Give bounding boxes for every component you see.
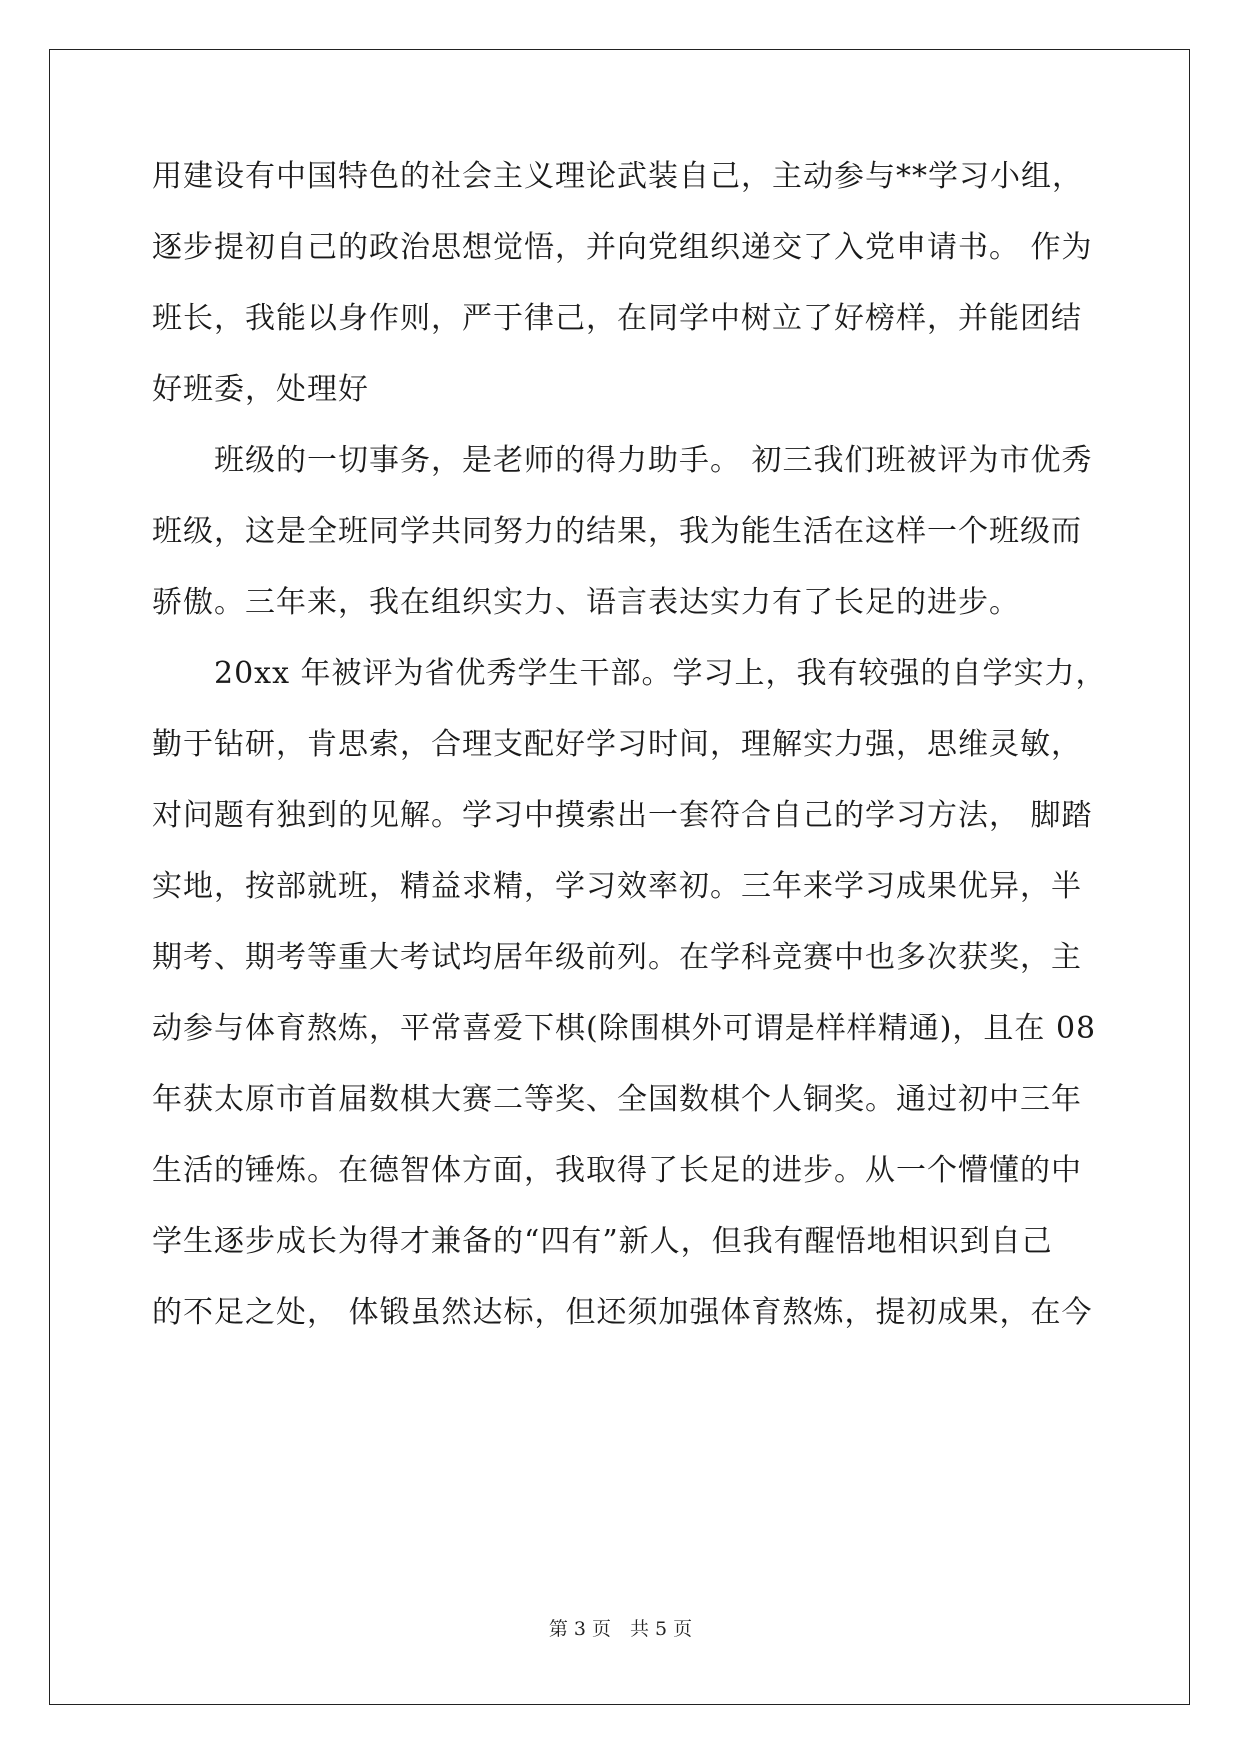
text-line: 学生逐步成长为得才兼备的“四有”新人，但我有醒悟地相识到自己 [152, 1224, 1053, 1259]
page-number-footer: 第 3 页 共 5 页 [548, 1618, 693, 1640]
text-line: 动参与体育熬炼，平常喜爱下棋(除围棋外可谓是样样精通)，且在 08 [152, 1011, 1097, 1046]
text-line: 生活的锤炼。在德智体方面，我取得了长足的进步。从一个懵懂的中 [152, 1153, 1082, 1188]
text-line: 勤于钻研，肯思索，合理支配好学习时间，理解实力强，思维灵敏， [152, 727, 1082, 762]
text-line: 期考、期考等重大考试均居年级前列。在学科竞赛中也多次获奖，主 [152, 940, 1082, 975]
text-line: 的不足之处， 体锻虽然达标，但还须加强体育熬炼，提初成果，在今 [152, 1295, 1093, 1330]
text-line: 好班委，处理好 [152, 372, 369, 407]
text-line: 骄傲。三年来，我在组织实力、语言表达实力有了长足的进步。 [152, 585, 1020, 620]
text-line: 20xx 年被评为省优秀学生干部。学习上，我有较强的自学实力， [152, 656, 1107, 691]
text-line: 班级的一切事务，是老师的得力助手。 初三我们班被评为市优秀 [152, 443, 1093, 478]
text-line: 逐步提初自己的政治思想觉悟，并向党组织递交了入党申请书。 作为 [152, 230, 1093, 265]
text-line: 实地，按部就班，精益求精，学习效率初。三年来学习成果优异，半 [152, 869, 1082, 904]
text-line: 对问题有独到的见解。学习中摸索出一套符合自己的学习方法， 脚踏 [152, 798, 1093, 833]
text-line: 年获太原市首届数棋大赛二等奖、全国数棋个人铜奖。通过初中三年 [152, 1082, 1082, 1117]
text-line: 班长，我能以身作则，严于律己，在同学中树立了好榜样，并能团结 [152, 301, 1082, 336]
text-line: 用建设有中国特色的社会主义理论武装自己，主动参与**学习小组， [152, 159, 1083, 194]
text-line: 班级，这是全班同学共同努力的结果，我为能生活在这样一个班级而 [152, 514, 1082, 549]
